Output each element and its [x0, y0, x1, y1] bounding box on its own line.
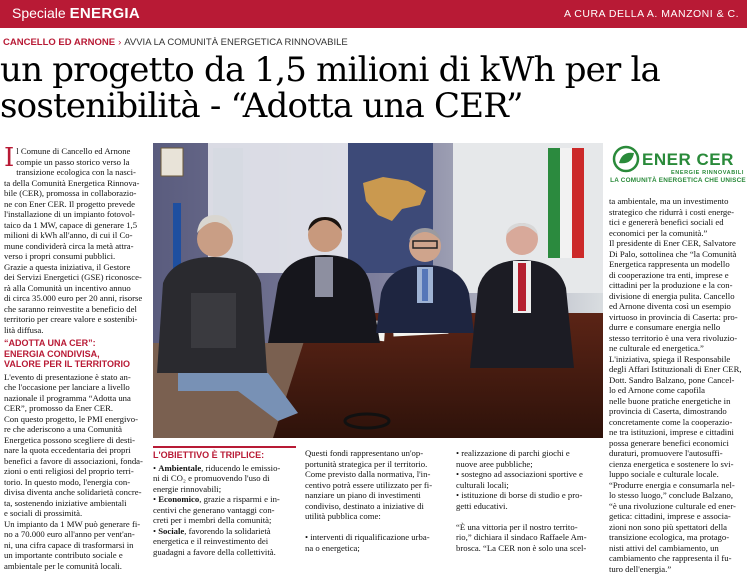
text-line: lo stesso luogo,” conclude Balzano,: [609, 490, 746, 501]
text-line: lità diffusa.: [4, 325, 147, 336]
text-line: bile (CER), promossa in collaborazio-: [4, 188, 147, 199]
text-line: duraturi, promuovere l'autosuffi-: [609, 448, 746, 459]
text-line: zioni o enti religiosi del proprio terri-: [4, 466, 147, 477]
text-line: di cooperazione tra enti, imprese e: [609, 270, 746, 281]
text-line: un importante contributo sociale e: [4, 550, 147, 561]
objective-item: • Economico, grazie a risparmi e in-: [153, 494, 296, 505]
text-line: culturali locali;: [456, 480, 599, 491]
text-line: Il presidente di Ener CER, Salvatore: [609, 238, 746, 249]
text-line: re che aderiscono a una Comunità: [4, 424, 147, 435]
column-1-body: [4, 372, 147, 572]
text-line: cienza energetica e sostenere lo svi-: [609, 459, 746, 470]
text-line: economici per la comunità.”: [609, 228, 746, 239]
text-line: rio,” dichiara il sindaco Raffaele Am-: [456, 532, 599, 543]
text-line: Energetica possono scegliere di desti-: [4, 435, 147, 446]
text-line: l Comune di Cancello ed Arnone: [4, 146, 147, 157]
text-line: turo dell'energia.”: [609, 564, 746, 574]
text-line: divisione di energia pulita. Cancello: [609, 291, 746, 302]
text-line: ed Arnone diventa così un esempio: [609, 301, 746, 312]
text-line: benefici a favore di associazioni, fonda-: [4, 456, 147, 467]
section-credit: A CURA DELLA A. MANZONI & C.: [564, 8, 739, 20]
text-line: che saranno reinvestite a beneficio del: [4, 304, 147, 315]
text-line: milioni di kWh all'anno, di cui il Co-: [4, 230, 147, 241]
text-line: creti per i membri della comunità;: [153, 515, 296, 526]
text-line: guadagni a favore della collettività.: [153, 547, 296, 558]
text-line: ambientale per le comunità locali.: [4, 561, 147, 572]
text-line: ta, sostenendo iniziative ambientali: [4, 498, 147, 509]
article-headline: [0, 52, 745, 124]
text-line: Di Palo, sottolinea che “la Comunità: [609, 249, 746, 260]
objective-label: Ambientale: [158, 463, 201, 473]
text-line: “è una rivoluzione culturale ed ener-: [609, 501, 746, 512]
text-line: utilità pubblica come:: [305, 511, 448, 522]
subheading-line-1: “ADOTTA UNA CER”:: [4, 338, 147, 349]
logo-tagline: LA COMUNITÀ ENERGETICA CHE UNISCE: [609, 177, 747, 184]
text-line: compie un passo storico verso la: [4, 157, 147, 168]
text-line: energie rinnovabili;: [153, 484, 296, 495]
text-line: divisa diventa anche solidarietà concre-: [4, 487, 147, 498]
objectives-list: [153, 463, 296, 558]
breadcrumb: [3, 37, 348, 48]
text-line: nazionale il programma “Adotta una: [4, 393, 147, 404]
headline-line-2: sostenibilità - “Adotta una CER”: [0, 86, 523, 126]
text-line: provincia di Caserta, dimostrando: [609, 406, 746, 417]
text-line: ne culturale ed energetica.”: [609, 343, 746, 354]
text-line: energetica e il reinvestimento dei: [153, 536, 296, 547]
text-line: Energetica rappresenta un modello: [609, 259, 746, 270]
section-title: [12, 5, 140, 22]
text-line: transizione ecologica con la nasci-: [4, 167, 147, 178]
text-line: condiviso, destinato a iniziative di: [305, 501, 448, 512]
text-line: cambiamento che rappresenta il fu-: [609, 553, 746, 564]
text-line: territorio per creare valore e sostenibi-: [4, 314, 147, 325]
ener-cer-logo: [609, 143, 747, 195]
logo-sub: ENERGIE RINNOVABILI: [671, 170, 744, 176]
text-line: e sociali di prossimità.: [4, 508, 147, 519]
text-line: brosca. “La CER non è solo una scel-: [456, 543, 599, 554]
text-line: portunità strategica per il territorio.: [305, 459, 448, 470]
article-column-3: [305, 448, 448, 553]
text-line: virtuoso in provincia di Caserta: pro-: [609, 312, 746, 323]
text-line: • realizzazione di parchi giochi e: [456, 448, 599, 459]
text-line: Con questo progetto, le PMI energivo-: [4, 414, 147, 425]
breadcrumb-location: CANCELLO ED ARNONE: [3, 37, 115, 48]
section-name: ENERGIA: [70, 5, 140, 22]
logo-brand: ENER CER: [642, 150, 734, 169]
text-line: , favorendo la solidarietà: [184, 526, 270, 536]
text-line: mune condividerà circa la metà attra-: [4, 241, 147, 252]
text-line: Grazie a questa iniziativa, il Gestore: [4, 262, 147, 273]
text-line: L'iniziativa, spiega il Responsabile: [609, 354, 746, 365]
meeting-photo-illustration: [153, 143, 603, 438]
section-header-bar: [0, 0, 747, 28]
text-line: nisti attivi del cambiamento, un: [609, 543, 746, 554]
text-line: ne con Ener CER. Il progetto prevede: [4, 199, 147, 210]
text-line: verso i propri consumi pubblici.: [4, 251, 147, 262]
section-rule: [153, 446, 296, 448]
text-line: nare la quota eccedentaria dei propri: [4, 445, 147, 456]
text-line: cittadini per la produzione e la con-: [609, 280, 746, 291]
text-line: degli Affari Istituzionali di Ener CER,: [609, 364, 746, 375]
text-line: ni, una cifra capace di trasformarsi in: [4, 540, 147, 551]
text-line: getica: cittadini, imprese e associa-: [609, 511, 746, 522]
text-line: nanziare un piano di investimenti: [305, 490, 448, 501]
objective-item: • Ambientale, riducendo le emissio-: [153, 463, 296, 474]
text-line: ta della Comunità Energetica Rinnova-: [4, 178, 147, 189]
text-line: stesso territorio è una vera rivoluzio-: [609, 333, 746, 344]
subheading-line-2: ENERGIA CONDIVISA,: [4, 349, 147, 360]
text-line: , riducendo le emissio-: [201, 463, 280, 473]
text-line: ne tra istituzioni, imprese e cittadini: [609, 427, 746, 438]
text-line: Dott. Sandro Balzano, pone Cancel-: [609, 375, 746, 386]
objective-label: Sociale: [158, 526, 184, 536]
text-line: L'evento di presentazione è stato an-: [4, 372, 147, 383]
text-line: na o energetica;: [305, 543, 448, 554]
objective-item: • Sociale, favorendo la solidarietà: [153, 526, 296, 537]
text-line: luppo sociale e culturale locale.: [609, 469, 746, 480]
drop-cap: I: [4, 147, 14, 169]
text-line: nelle buone pratiche energetiche in: [609, 396, 746, 407]
text-line: no a 70.000 euro all'anno per vent'an-: [4, 529, 147, 540]
breadcrumb-separator: ›: [118, 37, 121, 48]
text-line: getti educativi.: [456, 501, 599, 512]
text-line: taico da 1 MW, capace di generare 1,5: [4, 220, 147, 231]
article-column-5: [609, 196, 746, 574]
text-line: lo ed Arnone come capofila: [609, 385, 746, 396]
ener-cer-logo-mark: [609, 143, 747, 177]
article-column-2: [153, 446, 296, 557]
text-line: [305, 522, 448, 533]
text-line: “Produrre energia e consumarla nel-: [609, 480, 746, 491]
objectives-heading: L'OBIETTIVO È TRIPLICE:: [153, 450, 296, 461]
text-line: • interventi di riqualificazione urba-: [305, 532, 448, 543]
text-line: durre e consumare energia nello: [609, 322, 746, 333]
text-line: CER”, promosso da Ener CER.: [4, 403, 147, 414]
text-line: di circa 35.000 euro per 20 anni, risorse: [4, 293, 147, 304]
text-line: rà alla Comunità un incentivo annuo: [4, 283, 147, 294]
subheading-line-3: VALORE PER IL TERRITORIO: [4, 359, 147, 370]
text-line: ta ambientale, ma un investimento: [609, 196, 746, 207]
text-line: • istituzione di borse di studio e pro-: [456, 490, 599, 501]
meeting-photo: [153, 143, 603, 438]
text-line: concretamente come la cooperazio-: [609, 417, 746, 428]
text-line: centivo potrà essere utilizzato per fi-: [305, 480, 448, 491]
breadcrumb-topic: AVVIA LA COMUNITÀ ENERGETICA RINNOVABILE: [124, 37, 347, 48]
text-line: • sostegno ad associazioni sportive e: [456, 469, 599, 480]
text-line: l'installazione di un impianto fotovol-: [4, 209, 147, 220]
text-line: zioni non sono più spettatori della: [609, 522, 746, 533]
article-column-4: [456, 448, 599, 553]
column-1-intro: [4, 146, 147, 335]
text-line: strategico che ridurrà i costi energe-: [609, 207, 746, 218]
text-line: ni di CO₂ e promuovendo l'uso di: [153, 473, 296, 484]
text-line: che l'occasione per lanciare a livello: [4, 382, 147, 393]
text-line: transizione ecologica, ma protago-: [609, 532, 746, 543]
text-line: [456, 511, 599, 522]
text-line: Un impianto da 1 MW può generare fi-: [4, 519, 147, 530]
text-line: nuove aree pubbliche;: [456, 459, 599, 470]
article-column-1: [4, 146, 147, 571]
text-line: tici e genererà benefici sociali ed: [609, 217, 746, 228]
text-line: Questi fondi rappresentano un'op-: [305, 448, 448, 459]
text-line: possa generare benefici economici: [609, 438, 746, 449]
text-line: Come previsto dalla normativa, l'in-: [305, 469, 448, 480]
headline-line-1: un progetto da 1,5 milioni di kWh per la: [0, 50, 660, 90]
section-label: Speciale: [12, 5, 66, 21]
subheading: [4, 338, 147, 370]
objective-label: Economico: [158, 494, 199, 504]
text-line: torio. In questo modo, l'energia con-: [4, 477, 147, 488]
text-line: dei Servizi Energetici (GSE) riconosce-: [4, 272, 147, 283]
text-line: “È una vittoria per il nostro territo-: [456, 522, 599, 533]
text-line: , grazie a risparmi e in-: [199, 494, 280, 504]
text-line: centivi che generano vantaggi con-: [153, 505, 296, 516]
